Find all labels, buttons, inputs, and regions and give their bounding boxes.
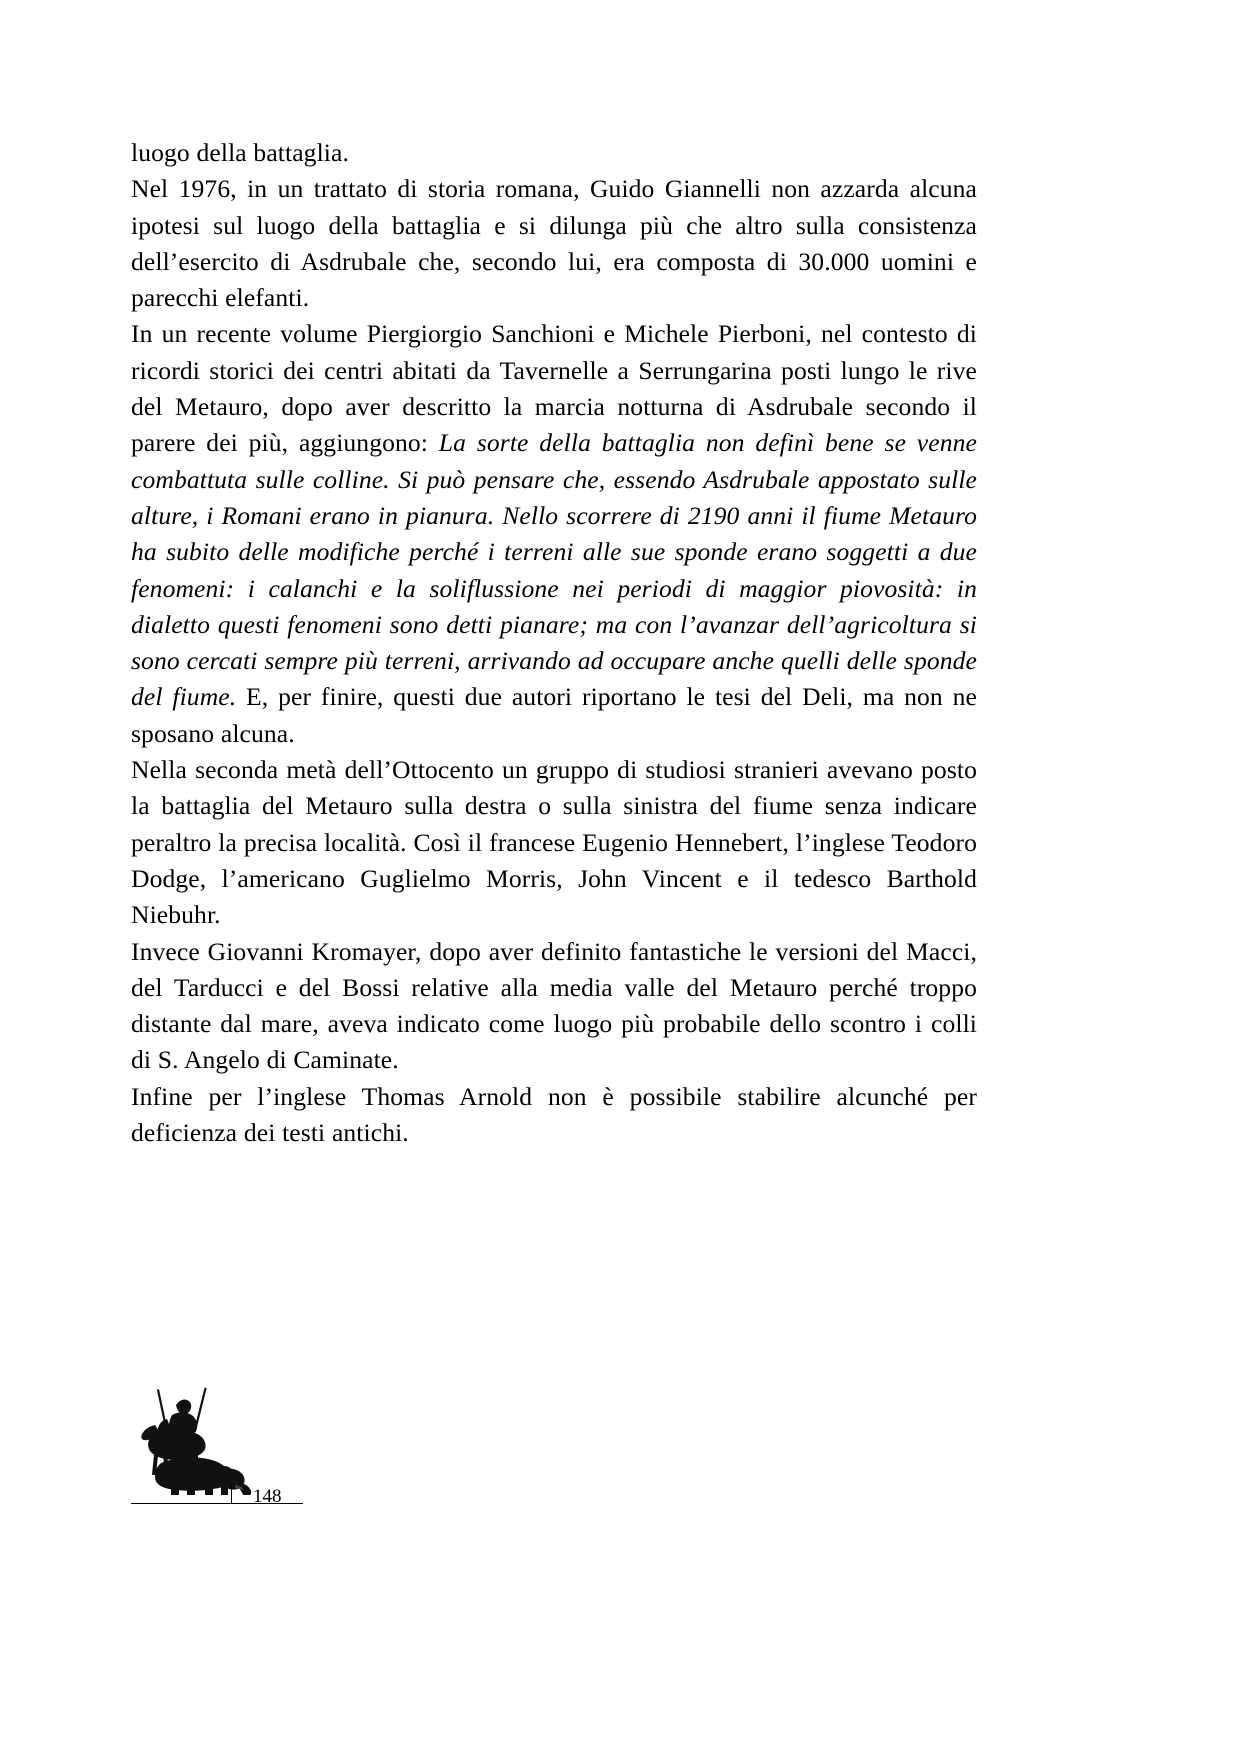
paragraph-3-closing-text: E, per finire, questi due autori riportano le tesi del Deli, ma non ne sposano alcuna. xyxy=(131,682,977,748)
page-footer xyxy=(131,1385,431,1545)
paragraph-1-text: luogo della battaglia. xyxy=(131,138,349,167)
page-number: 148 xyxy=(253,1486,282,1507)
paragraph-6-text: Infine per l’inglese Thomas Arnold non è possibile stabilire alcunché per deficienza dei testi antichi. xyxy=(131,1081,977,1148)
paragraph-3 xyxy=(131,316,977,752)
rider-on-elephant-icon xyxy=(131,1385,261,1495)
footer-rule-tick xyxy=(231,1485,232,1504)
paragraph-4-text: Nella seconda metà dell’Ottocento un gruppo di studiosi stranieri avevano posto la battaglia del Metauro sulla destra o sulla sinistra del fiume senza indicare peraltro la precisa località. Così il francese Eugenio Hennebert, l’inglese Teodoro Dodge, l’americano Guglielmo Morris, John Vincent e il tedesco Barthold Niebuhr. xyxy=(131,755,977,930)
paragraph-4 xyxy=(131,752,977,933)
paragraph-2 xyxy=(131,171,977,316)
paragraph-5-text: Invece Giovanni Kromayer, dopo aver definito fantastiche le versioni del Macci, del Tarducci e del Bossi relative alla media valle del Metauro perché troppo distante dal mare, aveva indicato come luogo più probabile dello scontro i colli di S. Angelo di Caminate. xyxy=(131,936,977,1075)
paragraph-6 xyxy=(131,1079,977,1152)
paragraph-3-intro-text: In un recente volume Piergiorgio Sanchioni e Michele Pierboni, nel contesto di ricordi storici dei centri abitati da Tavernelle a Serrungarina posti lungo le rive del Metauro, dopo aver descritto la marcia notturna di Asdrubale secondo il parere dei più, aggiungono: xyxy=(131,319,977,458)
body-text-column xyxy=(131,135,977,1151)
paragraph-5 xyxy=(131,934,977,1079)
paragraph-1 xyxy=(131,135,977,171)
paragraph-3-quotation-text: La sorte della battaglia non definì bene se venne combattuta sulle colline. Si può pensare che, essendo Asdrubale appostato sulle alture, i Romani erano in pianura. Nello scorrere di 2190 anni il fiume Metauro ha subito delle modifiche perché i terreni alle sue sponde erano soggetti a due fenomeni: i calanchi e la soliflussione nei periodi di maggior piovosità: in dialetto questi fenomeni sono detti pianare; ma con l’avanzar dell’agricoltura si sono cercati sempre più terreni, arrivando ad occupare anche quelli delle sponde del fiume. xyxy=(131,428,977,712)
paragraph-2-text: Nel 1976, in un trattato di storia romana, Guido Giannelli non azzarda alcuna ipotesi sul luogo della battaglia e si dilunga più che altro sulla consistenza dell’esercito di Asdrubale che, secondo lui, era composta di 30.000 uomini e parecchi elefanti. xyxy=(131,174,977,313)
